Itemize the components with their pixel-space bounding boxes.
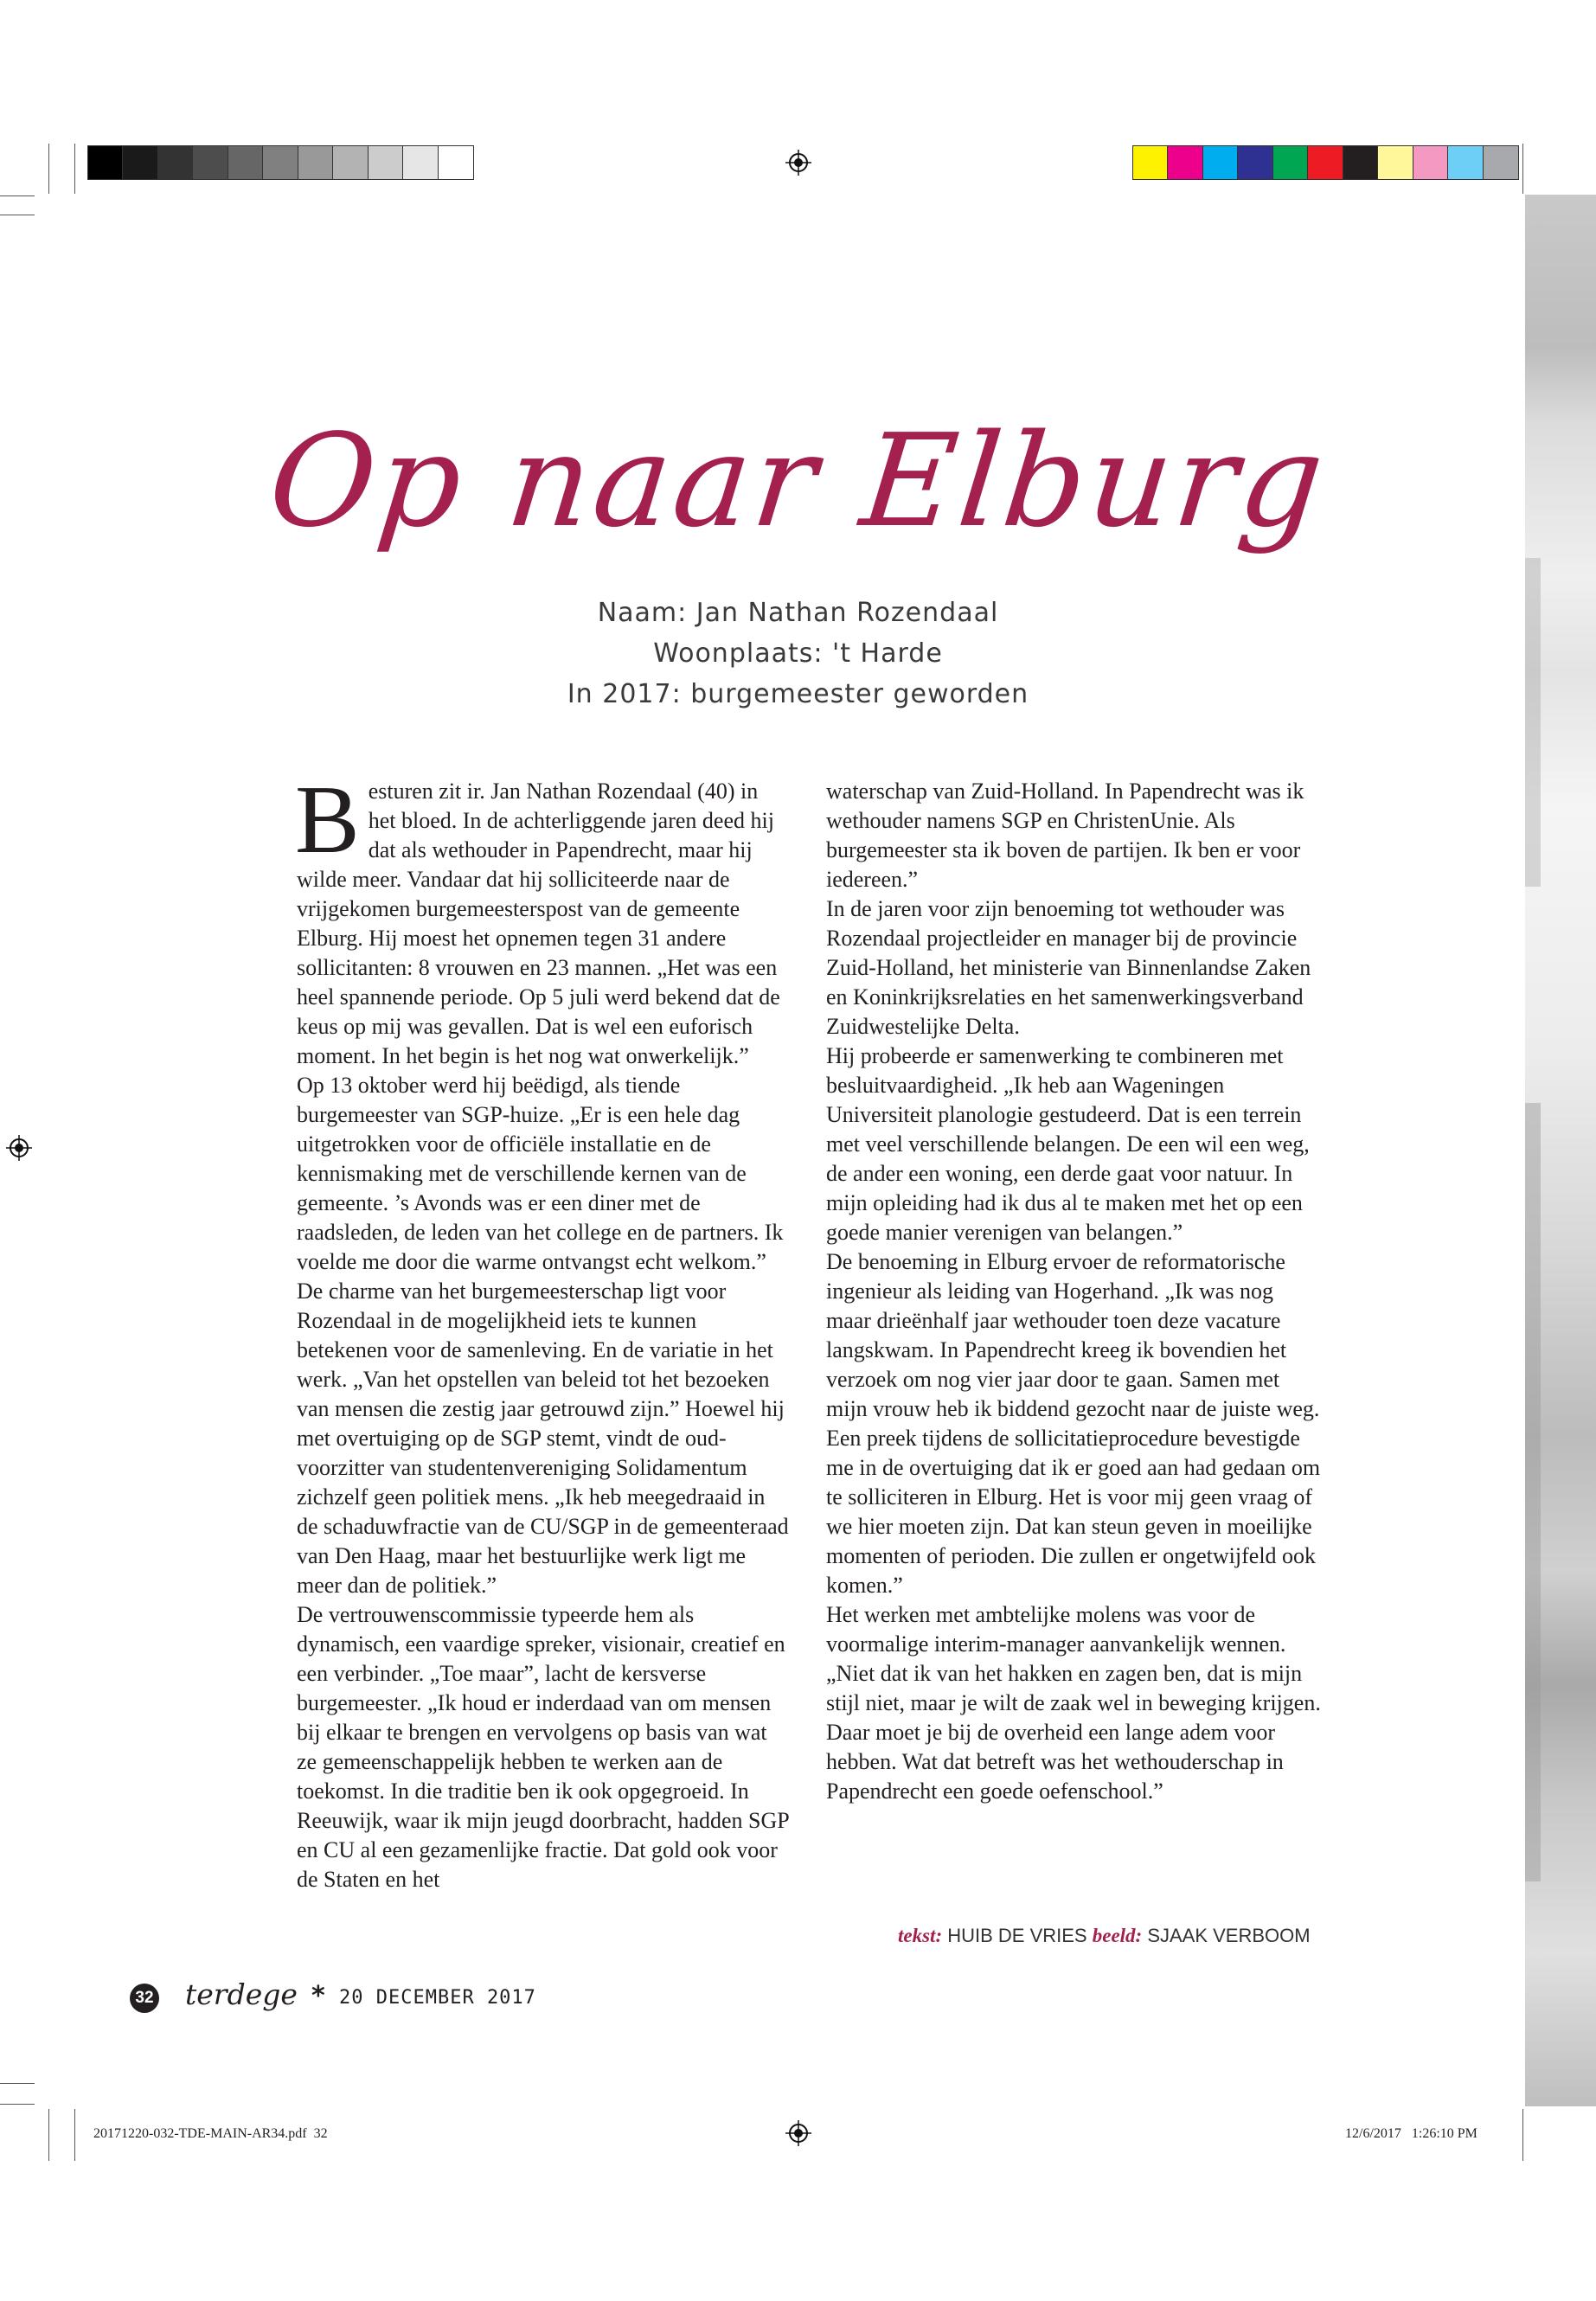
article-title: Op naar Elburg <box>262 407 1334 555</box>
color-swatch <box>402 145 439 180</box>
crop-mark <box>0 195 35 196</box>
color-swatch <box>1343 145 1379 180</box>
text-credit-author: HUIB DE VRIES <box>947 1925 1087 1946</box>
paragraph: In de jaren voor zijn benoeming tot wethouder was Rozendaal projectleider en manager bij de provincie Zuid-Holland, het ministerie van Binnenlandse Zaken en Koninkrijksrelaties en het samenwerkingsverband Zuidwestelijke Delta. <box>826 896 1311 1039</box>
crop-mark <box>0 2083 35 2084</box>
color-swatch <box>192 145 228 180</box>
crop-mark <box>48 2109 49 2161</box>
paragraph: waterschap van Zuid-Holland. In Papendrecht was ik wethouder namens SGP en ChristenUnie. Als burgemeester sta ik boven de partijen. Ik ben er voor iedereen.” <box>826 779 1304 892</box>
page-number: 32 <box>130 1984 159 2013</box>
registration-mark-icon <box>785 2120 811 2146</box>
print-slug-file: 20171220-032-TDE-MAIN-AR34.pdf 32 <box>93 2126 328 2141</box>
article-column-right <box>826 777 1324 1806</box>
crop-mark <box>74 144 75 194</box>
info-year: In 2017: burgemeester geworden <box>567 679 1029 709</box>
color-swatch <box>1272 145 1309 180</box>
color-swatch <box>1377 145 1413 180</box>
crop-mark <box>1522 2109 1523 2161</box>
color-swatch <box>1307 145 1343 180</box>
color-swatch <box>157 145 194 180</box>
color-swatch <box>298 145 334 180</box>
paragraph: Hij probeerde er samenwerking te combineren met besluitvaardigheid. „Ik heb aan Wageningen Universiteit planologie gestudeerd. Dat is een terrein met veel verschillende belangen. De een wil een weg, de ander een woning, een derde gaat voor natuur. In mijn opleiding had ik dus al te maken met het op een goede manier verenigen van belangen.” <box>826 1043 1310 1245</box>
process-color-bar <box>1133 145 1519 181</box>
color-swatch <box>1413 145 1449 180</box>
color-swatch <box>122 145 158 180</box>
folio-separator: * <box>311 1981 325 2011</box>
color-swatch <box>332 145 369 180</box>
paragraph: Het werken met ambtelijke molens was voor de voormalige interim-manager aanvankelijk wennen. „Niet dat ik van het hakken en zagen ben, dat is mijn stijl niet, maar je wilt de zaak wel in beweging krijgen. Daar moet je bij de overheid een lange adem voor hebben. Wat dat betreft was het wethouderschap in Papendrecht een goede oefenschool.” <box>826 1602 1321 1804</box>
color-swatch <box>262 145 298 180</box>
color-swatch <box>1447 145 1484 180</box>
paragraph: Op 13 oktober werd hij beëdigd, als tiende burgemeester van SGP-huize. „Er is een hele dag uitgetrokken voor de officiële installatie en de kennismaking met de verschillende kernen van de gemeente. ’s Avonds was er een diner met de raadsleden, de leden van het college en de partners. Ik voelde me door die warme ontvangst echt welkom.” <box>297 1073 784 1274</box>
crop-mark <box>0 2104 35 2105</box>
paragraph: De benoeming in Elburg ervoer de reformatorische ingenieur als leiding van Hogerhand. „Ik was nog maar drieënhalf jaar wethouder toen deze vacature langskwam. In Papendrecht kreeg ik bovendien het verzoek om nog vier jaar door te gaan. Samen met mijn vrouw heb ik biddend gezocht naar de juiste weg. Een preek tijdens de sollicitatieprocedure bevestigde me in de overtuiging dat ik er goed aan had gedaan om te solliciteren in Elburg. Het is voor mij geen vraag of we hier moeten zijn. Dat kan steun geven in moeilijke momenten of perioden. Die zullen er ongetwijfeld ook komen.” <box>826 1249 1321 1598</box>
paragraph: De vertrouwenscommissie typeerde hem als dynamisch, een vaardige spreker, visionair, creatief en een verbinder. „Toe maar”, lacht de kersverse burgemeester. „Ik houd er inderdaad van om mensen bij elkaar te brengen en vervolgens op basis van wat ze gemeenschappelijk hebben te werken aan de toekomst. In die traditie ben ik ook opgegroeid. In Reeuwijk, waar ik mijn jeugd doorbracht, hadden SGP en CU al een gezamenlijke fractie. Dat gold ook voor de Staten en het <box>297 1602 789 1892</box>
image-credit-author: SJAAK VERBOOM <box>1147 1925 1311 1946</box>
text-credit-label: tekst: <box>898 1925 943 1946</box>
color-swatch <box>87 145 124 180</box>
crop-mark <box>74 2109 75 2161</box>
drop-cap: B <box>295 766 360 874</box>
paragraph: De charme van het burgemeesterschap ligt voor Rozendaal in de mogelijkheid iets te kunnen betekenen voor de samenleving. En de variatie in het werk. „Van het opstellen van beleid tot het bezoeken van mensen die zestig jaar getrouwd zijn.” Hoewel hij met overtuiging op de SGP stemt, vindt de oud-voorzitter van studentenvereniging Solidamentum zichzelf geen politiek mens. „Ik heb meegedraaid in de schaduwfractie van de CU/SGP in de gemeenteraad van Den Haag, maar het bestuurlijke werk ligt me meer dan de politiek.” <box>297 1279 789 1598</box>
issue-date: 20 DECEMBER 2017 <box>339 1987 536 2009</box>
color-swatch <box>1483 145 1519 180</box>
registration-mark-icon <box>785 150 811 176</box>
info-name: Naam: Jan Nathan Rozendaal <box>597 598 999 628</box>
color-swatch <box>368 145 404 180</box>
image-credit-label: beeld: <box>1092 1925 1143 1946</box>
color-swatch <box>438 145 474 180</box>
color-swatch <box>1132 145 1169 180</box>
paragraph: Besturen zit ir. Jan Nathan Rozendaal (40) in het bloed. In de achterliggende jaren deed hij dat als wethouder in Papendrecht, maar hij wilde meer. Vandaar dat hij solliciteerde naar de vrijgekomen burgemeesterspost van de gemeente Elburg. Hij moest het opnemen tegen 31 andere sollicitanten: 8 vrouwen en 23 mannen. „Het was een heel spannende periode. Op 5 juli werd bekend dat de keus op mij was gevallen. Dat is wel een euforisch moment. In het begin is het nog wat onwerkelijk.” <box>295 766 780 1068</box>
color-swatch <box>228 145 264 180</box>
color-swatch <box>1202 145 1239 180</box>
color-swatch <box>1237 145 1273 180</box>
registration-mark-icon <box>6 1135 32 1161</box>
profile-info <box>0 593 1596 715</box>
grayscale-color-bar <box>88 145 474 181</box>
article-credits <box>898 1925 1311 1947</box>
print-slug-timestamp: 12/6/2017 1:26:10 PM <box>1345 2126 1477 2141</box>
crop-mark <box>48 144 49 194</box>
article-column-left <box>295 766 790 1894</box>
info-residence: Woonplaats: 't Harde <box>653 638 943 669</box>
color-swatch <box>1167 145 1203 180</box>
crop-mark <box>1522 144 1523 194</box>
magazine-logo: terdege <box>185 1977 298 2011</box>
